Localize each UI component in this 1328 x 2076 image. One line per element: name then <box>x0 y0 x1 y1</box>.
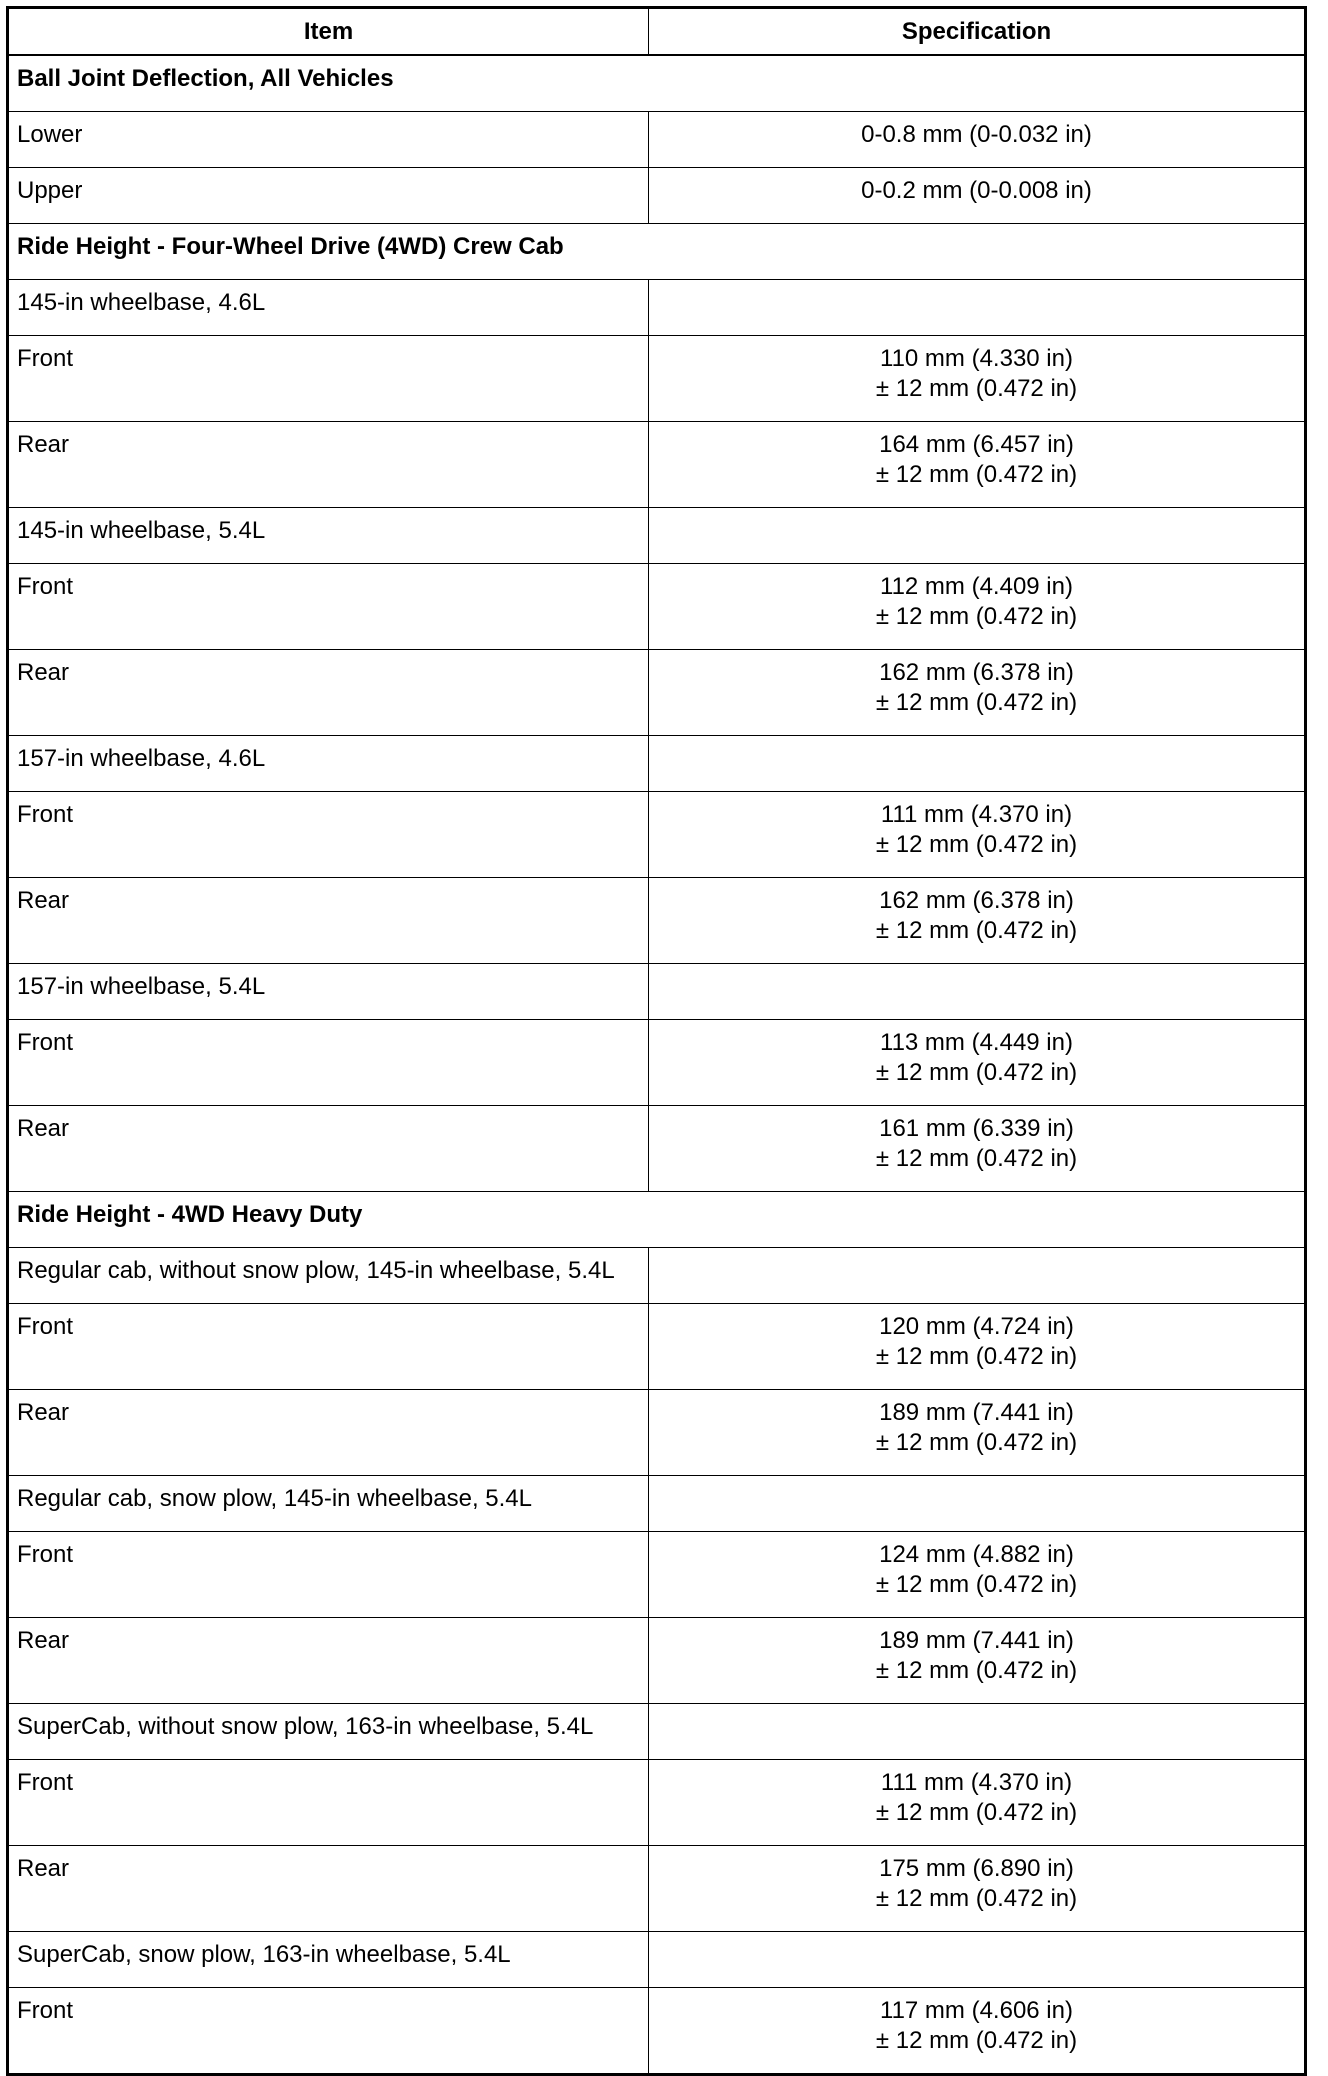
table-row <box>8 336 1306 422</box>
specification-column-header: Specification <box>649 8 1306 56</box>
spec-tolerance: ± 12 mm (0.472 in) <box>875 1657 1078 1684</box>
subgroup-row <box>8 280 1306 336</box>
spec-value: 0-0.2 mm (0-0.008 in) <box>861 177 1092 204</box>
table-row <box>8 1988 1306 2075</box>
spec-tolerance: ± 12 mm (0.472 in) <box>875 831 1078 858</box>
item-cell: Rear <box>8 1106 649 1192</box>
specification-cell <box>649 1532 1306 1618</box>
specification-cell <box>649 508 1306 564</box>
spec-value: 111 mm (4.370 in) <box>880 1769 1073 1796</box>
specification-cell <box>649 1988 1306 2075</box>
table-row <box>8 1618 1306 1704</box>
item-cell: Front <box>8 1532 649 1618</box>
spec-tolerance: ± 12 mm (0.472 in) <box>875 1343 1078 1370</box>
subgroup-row <box>8 736 1306 792</box>
specification-cell <box>649 878 1306 964</box>
subgroup-label: 157-in wheelbase, 4.6L <box>8 736 649 792</box>
item-cell: Rear <box>8 1390 649 1476</box>
subgroup-label: 145-in wheelbase, 4.6L <box>8 280 649 336</box>
section-row <box>8 224 1306 280</box>
subgroup-label: 157-in wheelbase, 5.4L <box>8 964 649 1020</box>
spec-value: 113 mm (4.449 in) <box>880 1029 1073 1056</box>
specification-cell <box>649 1704 1306 1760</box>
subgroup-row <box>8 508 1306 564</box>
table-row <box>8 1846 1306 1932</box>
specification-cell <box>649 1846 1306 1932</box>
item-cell: Front <box>8 1020 649 1106</box>
item-cell: Lower <box>8 112 649 168</box>
specification-cell <box>649 280 1306 336</box>
table-row <box>8 564 1306 650</box>
spec-value: 161 mm (6.339 in) <box>879 1115 1074 1142</box>
spec-value: 0-0.8 mm (0-0.032 in) <box>861 121 1092 148</box>
item-cell: Upper <box>8 168 649 224</box>
specification-cell <box>649 1618 1306 1704</box>
section-title: Ride Height - 4WD Heavy Duty <box>8 1192 1306 1248</box>
spec-value: 189 mm (7.441 in) <box>879 1399 1074 1426</box>
specification-cell <box>649 1248 1306 1304</box>
subgroup-row <box>8 964 1306 1020</box>
table-row <box>8 650 1306 736</box>
spec-tolerance: ± 12 mm (0.472 in) <box>875 461 1078 488</box>
section-row <box>8 1192 1306 1248</box>
specification-cell <box>649 1476 1306 1532</box>
table-row <box>8 422 1306 508</box>
spec-tolerance: ± 12 mm (0.472 in) <box>875 1145 1078 1172</box>
spec-value: 111 mm (4.370 in) <box>880 801 1073 828</box>
subgroup-label: Regular cab, without snow plow, 145-in wheelbase, 5.4L <box>8 1248 649 1304</box>
item-cell: Front <box>8 792 649 878</box>
item-cell: Rear <box>8 1618 649 1704</box>
specification-cell <box>649 964 1306 1020</box>
item-cell: Rear <box>8 422 649 508</box>
item-cell: Front <box>8 1760 649 1846</box>
subgroup-label: SuperCab, without snow plow, 163-in wheelbase, 5.4L <box>8 1704 649 1760</box>
spec-tolerance: ± 12 mm (0.472 in) <box>875 603 1078 630</box>
table-row <box>8 1304 1306 1390</box>
table-row <box>8 1106 1306 1192</box>
item-cell: Front <box>8 1304 649 1390</box>
specification-cell <box>649 336 1306 422</box>
table-row <box>8 1532 1306 1618</box>
subgroup-label: SuperCab, snow plow, 163-in wheelbase, 5.4L <box>8 1932 649 1988</box>
spec-tolerance: ± 12 mm (0.472 in) <box>875 689 1078 716</box>
spec-value: 162 mm (6.378 in) <box>879 659 1074 686</box>
table-row <box>8 168 1306 224</box>
spec-tolerance: ± 12 mm (0.472 in) <box>875 917 1078 944</box>
spec-tolerance: ± 12 mm (0.472 in) <box>875 1429 1078 1456</box>
specification-cell <box>649 736 1306 792</box>
specification-cell <box>649 168 1306 224</box>
table-row <box>8 1020 1306 1106</box>
subgroup-row <box>8 1704 1306 1760</box>
subgroup-row <box>8 1932 1306 1988</box>
item-column-header: Item <box>8 8 649 56</box>
specification-cell <box>649 1020 1306 1106</box>
spec-tolerance: ± 12 mm (0.472 in) <box>875 1059 1078 1086</box>
spec-tolerance: ± 12 mm (0.472 in) <box>875 1571 1078 1598</box>
table-body <box>8 55 1306 2075</box>
specification-cell <box>649 1390 1306 1476</box>
spec-value: 124 mm (4.882 in) <box>879 1541 1074 1568</box>
specification-cell <box>649 1304 1306 1390</box>
item-cell: Front <box>8 1988 649 2075</box>
section-title: Ride Height - Four-Wheel Drive (4WD) Crew Cab <box>8 224 1306 280</box>
specification-cell <box>649 112 1306 168</box>
spec-value: 164 mm (6.457 in) <box>879 431 1074 458</box>
table-row <box>8 792 1306 878</box>
spec-value: 112 mm (4.409 in) <box>880 573 1073 600</box>
specification-cell <box>649 564 1306 650</box>
spec-tolerance: ± 12 mm (0.472 in) <box>875 1799 1078 1826</box>
subgroup-row <box>8 1248 1306 1304</box>
spec-value: 189 mm (7.441 in) <box>879 1627 1074 1654</box>
specification-cell <box>649 650 1306 736</box>
table-row <box>8 878 1306 964</box>
specification-cell <box>649 1760 1306 1846</box>
section-title: Ball Joint Deflection, All Vehicles <box>8 55 1306 112</box>
spec-tolerance: ± 12 mm (0.472 in) <box>875 375 1078 402</box>
section-row <box>8 55 1306 112</box>
table-header-row <box>8 8 1306 56</box>
subgroup-row <box>8 1476 1306 1532</box>
subgroup-label: Regular cab, snow plow, 145-in wheelbase, 5.4L <box>8 1476 649 1532</box>
spec-value: 162 mm (6.378 in) <box>879 887 1074 914</box>
spec-value: 117 mm (4.606 in) <box>880 1997 1073 2024</box>
specification-cell <box>649 1932 1306 1988</box>
item-cell: Rear <box>8 1846 649 1932</box>
spec-tolerance: ± 12 mm (0.472 in) <box>875 2027 1078 2054</box>
specification-table <box>6 6 1307 2076</box>
specification-cell <box>649 422 1306 508</box>
spec-value: 120 mm (4.724 in) <box>879 1313 1074 1340</box>
subgroup-label: 145-in wheelbase, 5.4L <box>8 508 649 564</box>
table-row <box>8 112 1306 168</box>
specification-cell <box>649 1106 1306 1192</box>
spec-value: 110 mm (4.330 in) <box>880 345 1073 372</box>
specification-cell <box>649 792 1306 878</box>
spec-tolerance: ± 12 mm (0.472 in) <box>875 1885 1078 1912</box>
item-cell: Rear <box>8 878 649 964</box>
table-row <box>8 1390 1306 1476</box>
item-cell: Front <box>8 564 649 650</box>
item-cell: Rear <box>8 650 649 736</box>
table-row <box>8 1760 1306 1846</box>
spec-value: 175 mm (6.890 in) <box>879 1855 1074 1882</box>
item-cell: Front <box>8 336 649 422</box>
